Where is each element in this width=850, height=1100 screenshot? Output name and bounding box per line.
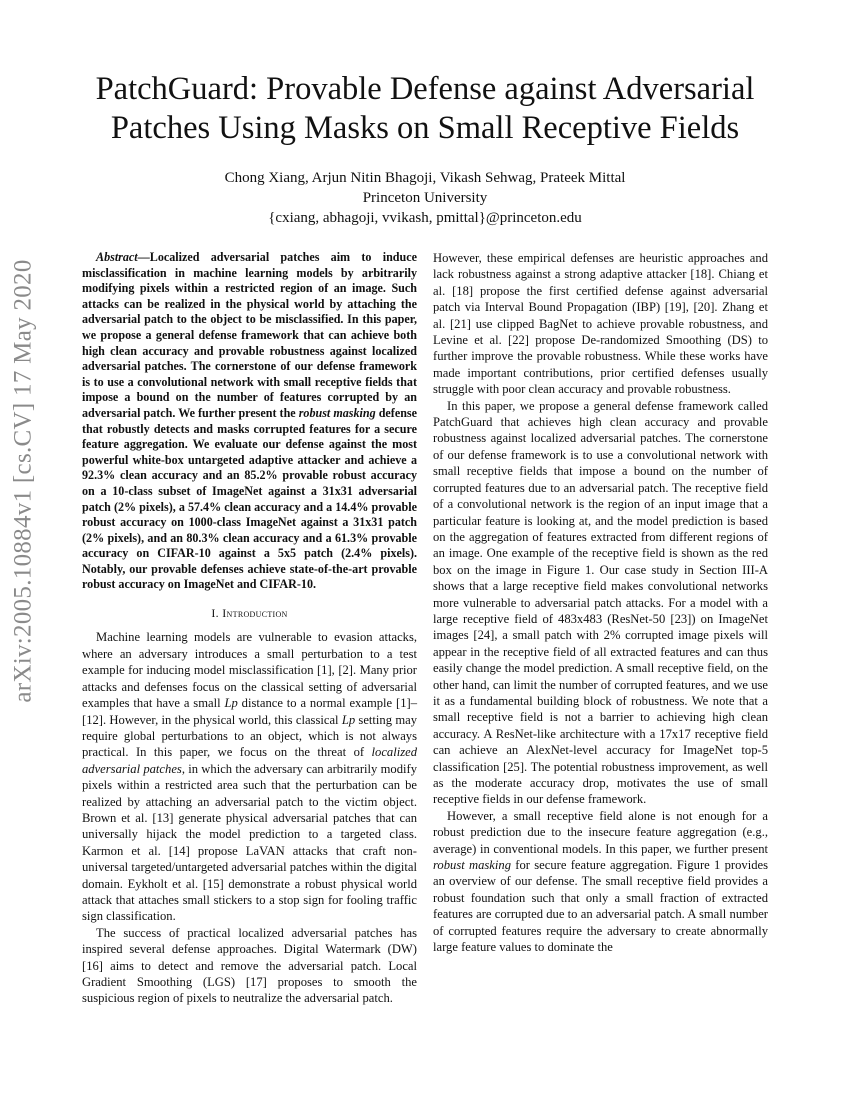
intro-p1-text-d: , in which the adversary can arbitrarily modify pixels within a restricted area such that the perturbation can be realized by attaching an adversarial patch to the victim object. Brown et al. [13] generate physical adversarial patches that can universally hijack the model prediction to a targeted class. Karmon et al. [14] propose LaVAN attacks that craft non-universal targeted/untargeted adversarial patches within the digital domain. Eykholt et al. [15] demonstrate a robust physical world attack that attaches small stickers to a stop sign for fooling traffic sign classification. — [82, 761, 417, 924]
left-column — [82, 250, 417, 1007]
intro-p5-text-b: for secure feature aggregation. Figure 1 provides an overview of our defense. The small receptive field provides a robust foundation such that only a small fraction of extracted features are corrupted due to an adversarial patch. A small number of corrupted features require the adversary to create abnormally large feature values to dominate the — [433, 858, 768, 955]
intro-paragraph-5 — [433, 808, 768, 956]
section-heading-introduction — [82, 605, 417, 621]
lp-symbol: Lp — [341, 712, 356, 727]
arxiv-stamp — [4, 259, 44, 703]
intro-p1-text-a: Machine learning models are vulnerable to evasion attacks, where an adversary introduces a small perturbation to a test example for inducing model misclassification [1], [2]. Many prior attacks and defenses focus on the classical setting of adversarial examples that have a small — [82, 630, 417, 711]
abstract-text-a: —Localized adversarial patches aim to induce misclassification in machine learning models by arbitrarily modifying pixels within a restricted region of an image. Such attacks can be realized in the physical world by attaching the adversarial patch to the object to be misclassified. In this paper, we propose a general defense framework that can achieve both high clean accuracy and provable robustness against localized adversarial patches. The cornerstone of our defense framework is to use a convolutional network with small receptive fields that impose a bound on the number of features corrupted by an adversarial patch. We further present the — [82, 250, 417, 420]
author-names: Chong Xiang, Arjun Nitin Bhagoji, Vikash Sehwag, Prateek Mittal — [224, 170, 626, 186]
arxiv-stamp-text: arXiv:2005.10884v1 [cs.CV] 17 May 2020 — [10, 259, 38, 703]
author-block — [100, 168, 750, 228]
intro-paragraph-3: However, these empirical defenses are heuristic approaches and lack robustness against a strong adaptive attacker [18]. Chiang et al. [18] propose the first certified defense against adversarial patch via Interval Bound Propagation (IBP) [19], [20]. Zhang et al. [21] use clipped BagNet to achieve provable robustness, and Levine et al. [22] propose De-randomized Smoothing (DS) to further improve the provable robustness. While these works have made important contributions, prior certified defenses usually struggle with poor clean accuracy and provable robustness. — [433, 251, 768, 397]
intro-p1-text-c: setting may require global perturbations to an object, which is not always practical. In this paper, we focus on the threat of — [82, 712, 417, 760]
abstract — [82, 250, 417, 593]
lp-symbol: Lp — [224, 696, 238, 711]
abstract-text-b: defense that robustly detects and masks corrupted features for a secure feature aggregation. We evaluate our defense against the most powerful white-box untargeted adaptive attacker and achieve a 92.3% clean accuracy and an 85.2% provable robust accuracy on a 10-class subset of ImageNet against a 31x31 adversarial patch (2% pixels), a 57.4% clean accuracy and a 14.4% provable robust accuracy on 1000-class ImageNet against a 31x31 patch (2% pixels), and an 80.3% clean accuracy and a 61.3% provable accuracy on CIFAR-10 against a 5x5 patch (2.4% pixels). Notably, our provable defenses achieve state-of-the-art provable robust accuracy on ImageNet and CIFAR-10. — [82, 405, 417, 592]
intro-paragraph-1 — [82, 629, 417, 924]
intro-p5-text-a: However, a small receptive field alone is not enough for a robust prediction due to the insecure feature aggregation (e.g., average) in conventional models. In this paper, we further present — [433, 808, 768, 856]
author-affiliation: Princeton University — [362, 190, 488, 206]
paper-title: PatchGuard: Provable Defense against Adversarial Patches Using Masks on Small Receptive Fields — [95, 71, 755, 146]
intro-paragraph-2: The success of practical localized adversarial patches has inspired several defense approaches. Digital Watermark (DW) [16] aims to detect and remove the adversarial patch. Local Gradient Smoothing (LGS) [17] proposes to smooth the suspicious region of pixels to neutralize the adversarial patch. — [82, 925, 417, 1006]
section-title: Introduction — [222, 606, 288, 621]
abstract-emph: robust masking — [298, 405, 376, 420]
author-emails: {cxiang, abhagoji, vvikash, pmittal}@princeton.edu — [268, 210, 582, 226]
intro-p5-emph: robust masking — [433, 858, 511, 873]
section-numeral: I. — [211, 606, 219, 621]
intro-p1-emph: localized adversarial patches — [82, 745, 417, 776]
intro-p1-text-b: distance to a normal example [1]–[12]. However, in the physical world, this classical — [82, 696, 417, 727]
right-column — [433, 250, 768, 955]
abstract-label: Abstract — [96, 250, 138, 264]
intro-paragraph-4: In this paper, we propose a general defense framework called PatchGuard that achieves high clean accuracy and provable robustness against localized adversarial patches. The cornerstone of our defense framework is to use a convolutional network with small receptive fields that impose a bound on the number of corrupted features due to an adversarial patch. The receptive field of a convolutional network is the region of an input image that a particular feature is looking at, and the model prediction is based on the aggregation of features extracted from different regions of an image. One example of the receptive field is shown as the red box on the image in Figure 1. Our case study in Section III-A shows that a large receptive field makes convolutional networks more vulnerable to adversarial patch attacks. For a model with a large receptive field of 483x483 (ResNet-50 [23]) on ImageNet images [24], a small patch with 2% corrupted image pixels will appear in the receptive field of all extracted features and can thus easily change the model prediction. A small receptive field, on the other hand, can limit the number of corrupted features, and we use it as a fundamental building block of robustness. We note that a small receptive field is not a barrier to achieving high clean accuracy. A ResNet-like architecture with a 17x17 receptive field can achieve an AlexNet-level accuracy for ImageNet top-5 classification [25]. The potential robustness improvement, as well as the moderate accuracy drop, motivates the use of small receptive fields in our defense framework. — [433, 398, 768, 807]
